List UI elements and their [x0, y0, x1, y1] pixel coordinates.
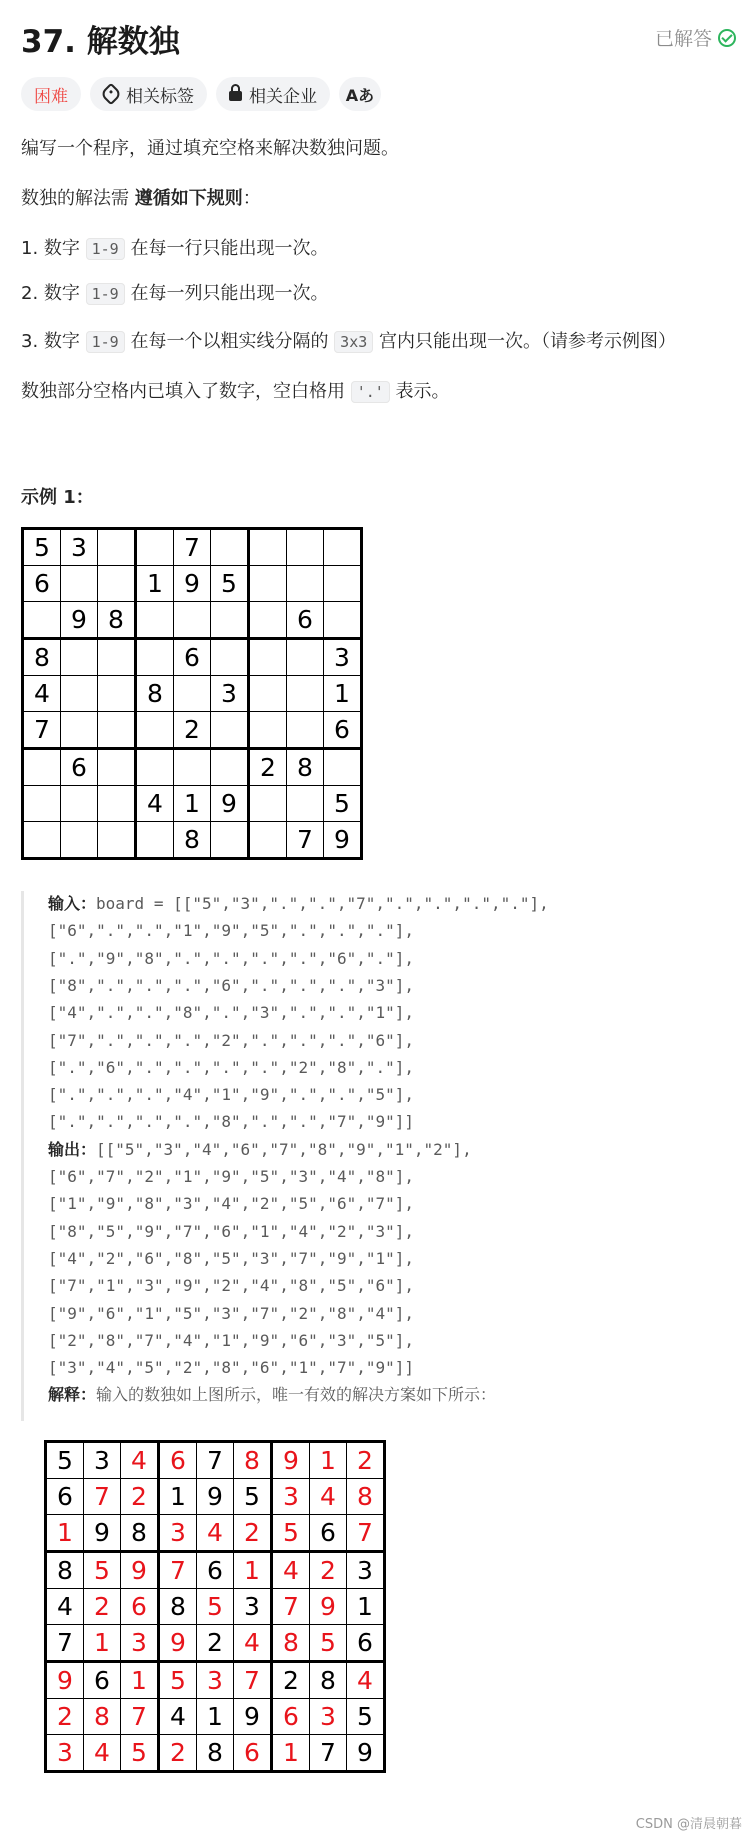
- grid-cell: 4: [121, 1442, 159, 1479]
- grid-cell: 1: [197, 1699, 234, 1735]
- grid-cell: 7: [272, 1589, 310, 1625]
- grid-cell: [249, 822, 287, 859]
- watermark: CSDN @清晨朝暮: [635, 1817, 742, 1832]
- grid-cell: 9: [272, 1442, 310, 1479]
- topics-tag-label: 相关标签: [126, 86, 194, 107]
- grid-cell: 8: [98, 602, 136, 639]
- grid-row: [23, 676, 362, 712]
- empty-cell-code: '.': [351, 381, 390, 403]
- grid-cell: 2: [46, 1699, 84, 1735]
- grid-cell: 7: [234, 1662, 272, 1699]
- grid-cell: [98, 566, 136, 602]
- grid-cell: 7: [46, 1625, 84, 1662]
- grid-cell: 8: [159, 1589, 197, 1625]
- input-code: board = [["5","3",".",".","7",".",".",".","."],: [96, 894, 549, 913]
- example-io-block: [21, 891, 733, 1421]
- grid-cell: 1: [310, 1442, 347, 1479]
- grid-cell: [324, 749, 362, 786]
- rule-1-text-b: 在每一行只能出现一次。: [124, 238, 329, 259]
- grid-cell: 6: [174, 639, 211, 676]
- companies-tag-button[interactable]: [216, 77, 330, 111]
- grid-cell: [61, 822, 98, 859]
- grid-cell: 7: [310, 1735, 347, 1772]
- puzzle-grid-image: [21, 527, 363, 860]
- grid-cell: 3: [121, 1625, 159, 1662]
- example-title: 示例 1：: [21, 487, 94, 508]
- grid-cell: 7: [159, 1552, 197, 1589]
- difficulty-badge: 困难: [21, 77, 81, 111]
- grid-cell: 4: [23, 676, 61, 712]
- grid-cell: 1: [136, 566, 174, 602]
- grid-cell: 8: [23, 639, 61, 676]
- grid-cell: 8: [272, 1625, 310, 1662]
- grid-cell: 3: [84, 1442, 121, 1479]
- grid-cell: [98, 676, 136, 712]
- rule-3-code: 1-9: [86, 331, 125, 353]
- grid-row: [23, 529, 362, 566]
- grid-cell: 9: [61, 602, 98, 639]
- rule-1-text-a: 1. 数字: [21, 238, 86, 259]
- grid-cell: [287, 639, 324, 676]
- grid-row: [46, 1662, 385, 1699]
- grid-cell: [324, 529, 362, 566]
- grid-cell: 2: [249, 749, 287, 786]
- output-line: [48, 1276, 414, 1296]
- grid-cell: [249, 786, 287, 822]
- input-line: [48, 894, 549, 914]
- grid-cell: [136, 639, 174, 676]
- grid-cell: 5: [324, 786, 362, 822]
- input-code: [".","6",".",".",".",".","2","8","."],: [48, 1057, 415, 1077]
- grid-row: [23, 822, 362, 859]
- grid-cell: [136, 822, 174, 859]
- input-line: [48, 1031, 414, 1051]
- grid-cell: [287, 566, 324, 602]
- grid-cell: [324, 602, 362, 639]
- grid-cell: 9: [234, 1699, 272, 1735]
- grid-cell: [287, 786, 324, 822]
- check-circle-icon: [718, 29, 736, 47]
- grid-cell: 3: [211, 676, 249, 712]
- grid-cell: 9: [46, 1662, 84, 1699]
- grid-cell: 4: [310, 1479, 347, 1515]
- grid-row: [23, 566, 362, 602]
- grid-cell: 6: [272, 1699, 310, 1735]
- grid-cell: [98, 786, 136, 822]
- grid-cell: [98, 822, 136, 859]
- grid-cell: 3: [197, 1662, 234, 1699]
- grid-cell: 9: [211, 786, 249, 822]
- explanation-line: [48, 1385, 496, 1405]
- grid-cell: 3: [324, 639, 362, 676]
- grid-row: [46, 1515, 385, 1552]
- grid-cell: 3: [310, 1699, 347, 1735]
- grid-cell: 1: [272, 1735, 310, 1772]
- input-code: ["8",".",".",".","6",".",".",".","3"],: [48, 975, 415, 995]
- grid-cell: [174, 749, 211, 786]
- grid-cell: 3: [61, 529, 98, 566]
- input-code: ["4",".",".","8",".","3",".",".","1"],: [48, 1003, 415, 1023]
- grid-cell: 2: [174, 712, 211, 749]
- grid-cell: [61, 712, 98, 749]
- grid-cell: 4: [84, 1735, 121, 1772]
- output-code: ["4","2","6","8","5","3","7","9","1"],: [48, 1248, 415, 1268]
- grid-row: [23, 602, 362, 639]
- grid-cell: 5: [197, 1589, 234, 1625]
- grid-cell: 7: [121, 1699, 159, 1735]
- explanation-text: 输入的数独如上图所示，唯一有效的解决方案如下所示：: [96, 1385, 497, 1405]
- grid-row: [46, 1735, 385, 1772]
- grid-cell: 8: [347, 1479, 385, 1515]
- grid-cell: 9: [174, 566, 211, 602]
- grid-cell: [324, 566, 362, 602]
- rules-intro-bold: 遵循如下规则: [134, 188, 243, 209]
- grid-row: [46, 1479, 385, 1515]
- puzzle-table: [21, 527, 363, 860]
- input-line: [48, 1058, 414, 1078]
- rule-1: [21, 234, 328, 260]
- input-code: [".",".",".",".","8",".",".","7","9"]]: [48, 1112, 415, 1132]
- grid-cell: [136, 749, 174, 786]
- grid-cell: 7: [287, 822, 324, 859]
- output-line: [48, 1358, 414, 1378]
- grid-cell: [249, 712, 287, 749]
- grid-cell: 6: [46, 1479, 84, 1515]
- input-line: [48, 1112, 414, 1132]
- grid-cell: 9: [197, 1479, 234, 1515]
- rules-intro-suffix: ：: [242, 188, 261, 209]
- output-line: [48, 1167, 414, 1187]
- rules-intro-prefix: 数独的解法需: [21, 188, 135, 209]
- grid-cell: [287, 676, 324, 712]
- grid-cell: 1: [234, 1552, 272, 1589]
- grid-cell: [23, 602, 61, 639]
- solution-grid-image: [44, 1440, 386, 1773]
- grid-cell: 2: [197, 1625, 234, 1662]
- input-line: [48, 949, 414, 969]
- grid-cell: 5: [23, 529, 61, 566]
- rule-3-text-a: 3. 数字: [21, 331, 86, 352]
- input-code: [".","9","8",".",".",".",".","6","."],: [48, 948, 415, 968]
- grid-cell: [249, 676, 287, 712]
- grid-cell: 9: [324, 822, 362, 859]
- output-code: ["7","1","3","9","2","4","8","5","6"],: [48, 1276, 415, 1296]
- grid-cell: 7: [84, 1479, 121, 1515]
- grid-cell: 5: [347, 1699, 385, 1735]
- grid-cell: 9: [159, 1625, 197, 1662]
- grid-row: [46, 1442, 385, 1479]
- grid-cell: [211, 529, 249, 566]
- translate-button[interactable]: [339, 77, 381, 111]
- grid-cell: 5: [272, 1515, 310, 1552]
- input-code: ["7",".",".",".","2",".",".",".","6"],: [48, 1030, 415, 1050]
- grid-cell: 4: [347, 1662, 385, 1699]
- grid-row: [23, 639, 362, 676]
- grid-cell: 6: [84, 1662, 121, 1699]
- grid-cell: 1: [84, 1625, 121, 1662]
- rule-3-text-c: 宫内只能出现一次。（请参考示例图）: [373, 331, 676, 352]
- grid-cell: [136, 602, 174, 639]
- grid-cell: 8: [136, 676, 174, 712]
- grid-cell: 5: [310, 1625, 347, 1662]
- grid-cell: 6: [23, 566, 61, 602]
- translate-icon: Aあ: [345, 85, 375, 105]
- grid-cell: 6: [347, 1625, 385, 1662]
- input-line: [48, 1003, 414, 1023]
- grid-cell: 6: [197, 1552, 234, 1589]
- grid-cell: 4: [46, 1589, 84, 1625]
- grid-cell: 4: [234, 1625, 272, 1662]
- grid-row: [23, 712, 362, 749]
- grid-cell: 8: [121, 1515, 159, 1552]
- grid-cell: [23, 749, 61, 786]
- grid-cell: [136, 712, 174, 749]
- grid-row: [23, 749, 362, 786]
- grid-cell: 9: [121, 1552, 159, 1589]
- output-code: ["1","9","8","3","4","2","5","6","7"],: [48, 1194, 415, 1214]
- companies-tag-label: 相关企业: [249, 86, 317, 107]
- grid-cell: 1: [324, 676, 362, 712]
- solved-status: [655, 24, 736, 51]
- grid-cell: 4: [272, 1552, 310, 1589]
- topics-tag-button[interactable]: [90, 77, 207, 111]
- problem-header: [21, 14, 736, 58]
- grid-cell: [61, 676, 98, 712]
- empty-cell-note: [21, 377, 450, 403]
- grid-cell: [98, 639, 136, 676]
- grid-cell: 1: [121, 1662, 159, 1699]
- grid-cell: 8: [46, 1552, 84, 1589]
- grid-cell: [211, 749, 249, 786]
- empty-cell-note-a: 数独部分空格内已填入了数字，空白格用: [21, 381, 351, 402]
- input-line: [48, 1085, 414, 1105]
- grid-cell: [249, 639, 287, 676]
- grid-cell: 5: [159, 1662, 197, 1699]
- grid-cell: [98, 529, 136, 566]
- input-label: 输入：: [48, 894, 97, 913]
- grid-cell: 5: [84, 1552, 121, 1589]
- grid-cell: [287, 529, 324, 566]
- grid-cell: 1: [347, 1589, 385, 1625]
- grid-cell: 8: [197, 1735, 234, 1772]
- rules-intro: [21, 184, 261, 210]
- grid-cell: 7: [347, 1515, 385, 1552]
- grid-cell: 4: [159, 1699, 197, 1735]
- grid-cell: 2: [310, 1552, 347, 1589]
- rule-3-text-b: 在每一个以粗实线分隔的: [124, 331, 335, 352]
- grid-cell: [174, 676, 211, 712]
- rule-3: [21, 327, 676, 353]
- grid-cell: 7: [174, 529, 211, 566]
- grid-cell: [61, 639, 98, 676]
- grid-cell: 8: [287, 749, 324, 786]
- grid-cell: 4: [136, 786, 174, 822]
- grid-cell: [211, 712, 249, 749]
- grid-cell: 6: [234, 1735, 272, 1772]
- grid-cell: 5: [121, 1735, 159, 1772]
- grid-cell: 3: [234, 1589, 272, 1625]
- rule-2: [21, 279, 328, 305]
- output-line: [48, 1222, 414, 1242]
- rule-2-text-a: 2. 数字: [21, 283, 86, 304]
- rule-3-code-box: 3x3: [334, 331, 373, 353]
- description-intro: 编写一个程序，通过填充空格来解决数独问题。: [21, 138, 399, 159]
- tag-icon: [100, 83, 123, 106]
- grid-cell: 8: [310, 1662, 347, 1699]
- grid-cell: 3: [347, 1552, 385, 1589]
- grid-cell: [61, 566, 98, 602]
- grid-row: [46, 1552, 385, 1589]
- grid-cell: 1: [46, 1515, 84, 1552]
- grid-cell: [23, 786, 61, 822]
- grid-cell: 4: [197, 1515, 234, 1552]
- grid-cell: 6: [121, 1589, 159, 1625]
- grid-cell: 3: [159, 1515, 197, 1552]
- output-line: [48, 1331, 414, 1351]
- grid-cell: [174, 602, 211, 639]
- tag-bar: [21, 77, 381, 111]
- grid-cell: 6: [159, 1442, 197, 1479]
- grid-cell: 9: [310, 1589, 347, 1625]
- grid-row: [46, 1699, 385, 1735]
- output-label: 输出：: [48, 1139, 97, 1159]
- rule-2-code: 1-9: [86, 283, 125, 305]
- grid-cell: [249, 529, 287, 566]
- grid-cell: 8: [234, 1442, 272, 1479]
- grid-cell: 9: [84, 1515, 121, 1552]
- grid-cell: [249, 602, 287, 639]
- grid-cell: 3: [272, 1479, 310, 1515]
- grid-cell: 5: [46, 1442, 84, 1479]
- grid-row: [23, 786, 362, 822]
- input-line: [48, 976, 414, 996]
- lock-icon: [229, 91, 242, 101]
- output-code: ["3","4","5","2","8","6","1","7","9"]]: [48, 1358, 415, 1378]
- page-title: 37. 解数独: [21, 24, 180, 60]
- grid-cell: [211, 602, 249, 639]
- empty-cell-note-b: 表示。: [389, 381, 450, 402]
- grid-cell: 3: [46, 1735, 84, 1772]
- output-code: ["9","6","1","5","3","7","2","8","4"],: [48, 1303, 415, 1323]
- grid-cell: 5: [211, 566, 249, 602]
- grid-cell: 8: [84, 1699, 121, 1735]
- grid-row: [46, 1589, 385, 1625]
- output-code: ["2","8","7","4","1","9","6","3","5"],: [48, 1330, 415, 1350]
- grid-cell: 6: [61, 749, 98, 786]
- input-code: ["6",".",".","1","9","5",".",".","."],: [48, 921, 415, 941]
- grid-cell: 2: [347, 1442, 385, 1479]
- grid-cell: [211, 639, 249, 676]
- grid-cell: 2: [234, 1515, 272, 1552]
- grid-cell: 5: [234, 1479, 272, 1515]
- output-line: [48, 1194, 414, 1214]
- output-line: [48, 1304, 414, 1324]
- output-line: [48, 1140, 472, 1160]
- grid-cell: 6: [324, 712, 362, 749]
- solution-table: [44, 1440, 386, 1773]
- grid-cell: [98, 712, 136, 749]
- input-code: [".",".",".","4","1","9",".",".","5"],: [48, 1085, 415, 1105]
- grid-cell: 7: [23, 712, 61, 749]
- explanation-label: 解释：: [48, 1385, 97, 1405]
- solved-label: 已解答: [654, 28, 712, 50]
- grid-cell: 7: [197, 1442, 234, 1479]
- grid-cell: 2: [272, 1662, 310, 1699]
- output-code: [["5","3","4","6","7","8","9","1","2"],: [96, 1139, 472, 1159]
- grid-cell: [211, 822, 249, 859]
- grid-row: [46, 1625, 385, 1662]
- output-code: ["8","5","9","7","6","1","4","2","3"],: [48, 1221, 415, 1241]
- grid-cell: [136, 529, 174, 566]
- grid-cell: 6: [287, 602, 324, 639]
- grid-cell: [287, 712, 324, 749]
- grid-cell: [249, 566, 287, 602]
- grid-cell: [98, 749, 136, 786]
- rule-1-code: 1-9: [86, 238, 125, 260]
- grid-cell: 6: [310, 1515, 347, 1552]
- output-line: [48, 1249, 414, 1269]
- grid-cell: 2: [121, 1479, 159, 1515]
- grid-cell: 9: [347, 1735, 385, 1772]
- grid-cell: 2: [159, 1735, 197, 1772]
- grid-cell: 2: [84, 1589, 121, 1625]
- grid-cell: 1: [159, 1479, 197, 1515]
- grid-cell: [61, 786, 98, 822]
- rule-2-text-b: 在每一列只能出现一次。: [124, 283, 329, 304]
- grid-cell: 1: [174, 786, 211, 822]
- output-code: ["6","7","2","1","9","5","3","4","8"],: [48, 1167, 415, 1186]
- grid-cell: [23, 822, 61, 859]
- grid-cell: 8: [174, 822, 211, 859]
- input-line: [48, 921, 414, 941]
